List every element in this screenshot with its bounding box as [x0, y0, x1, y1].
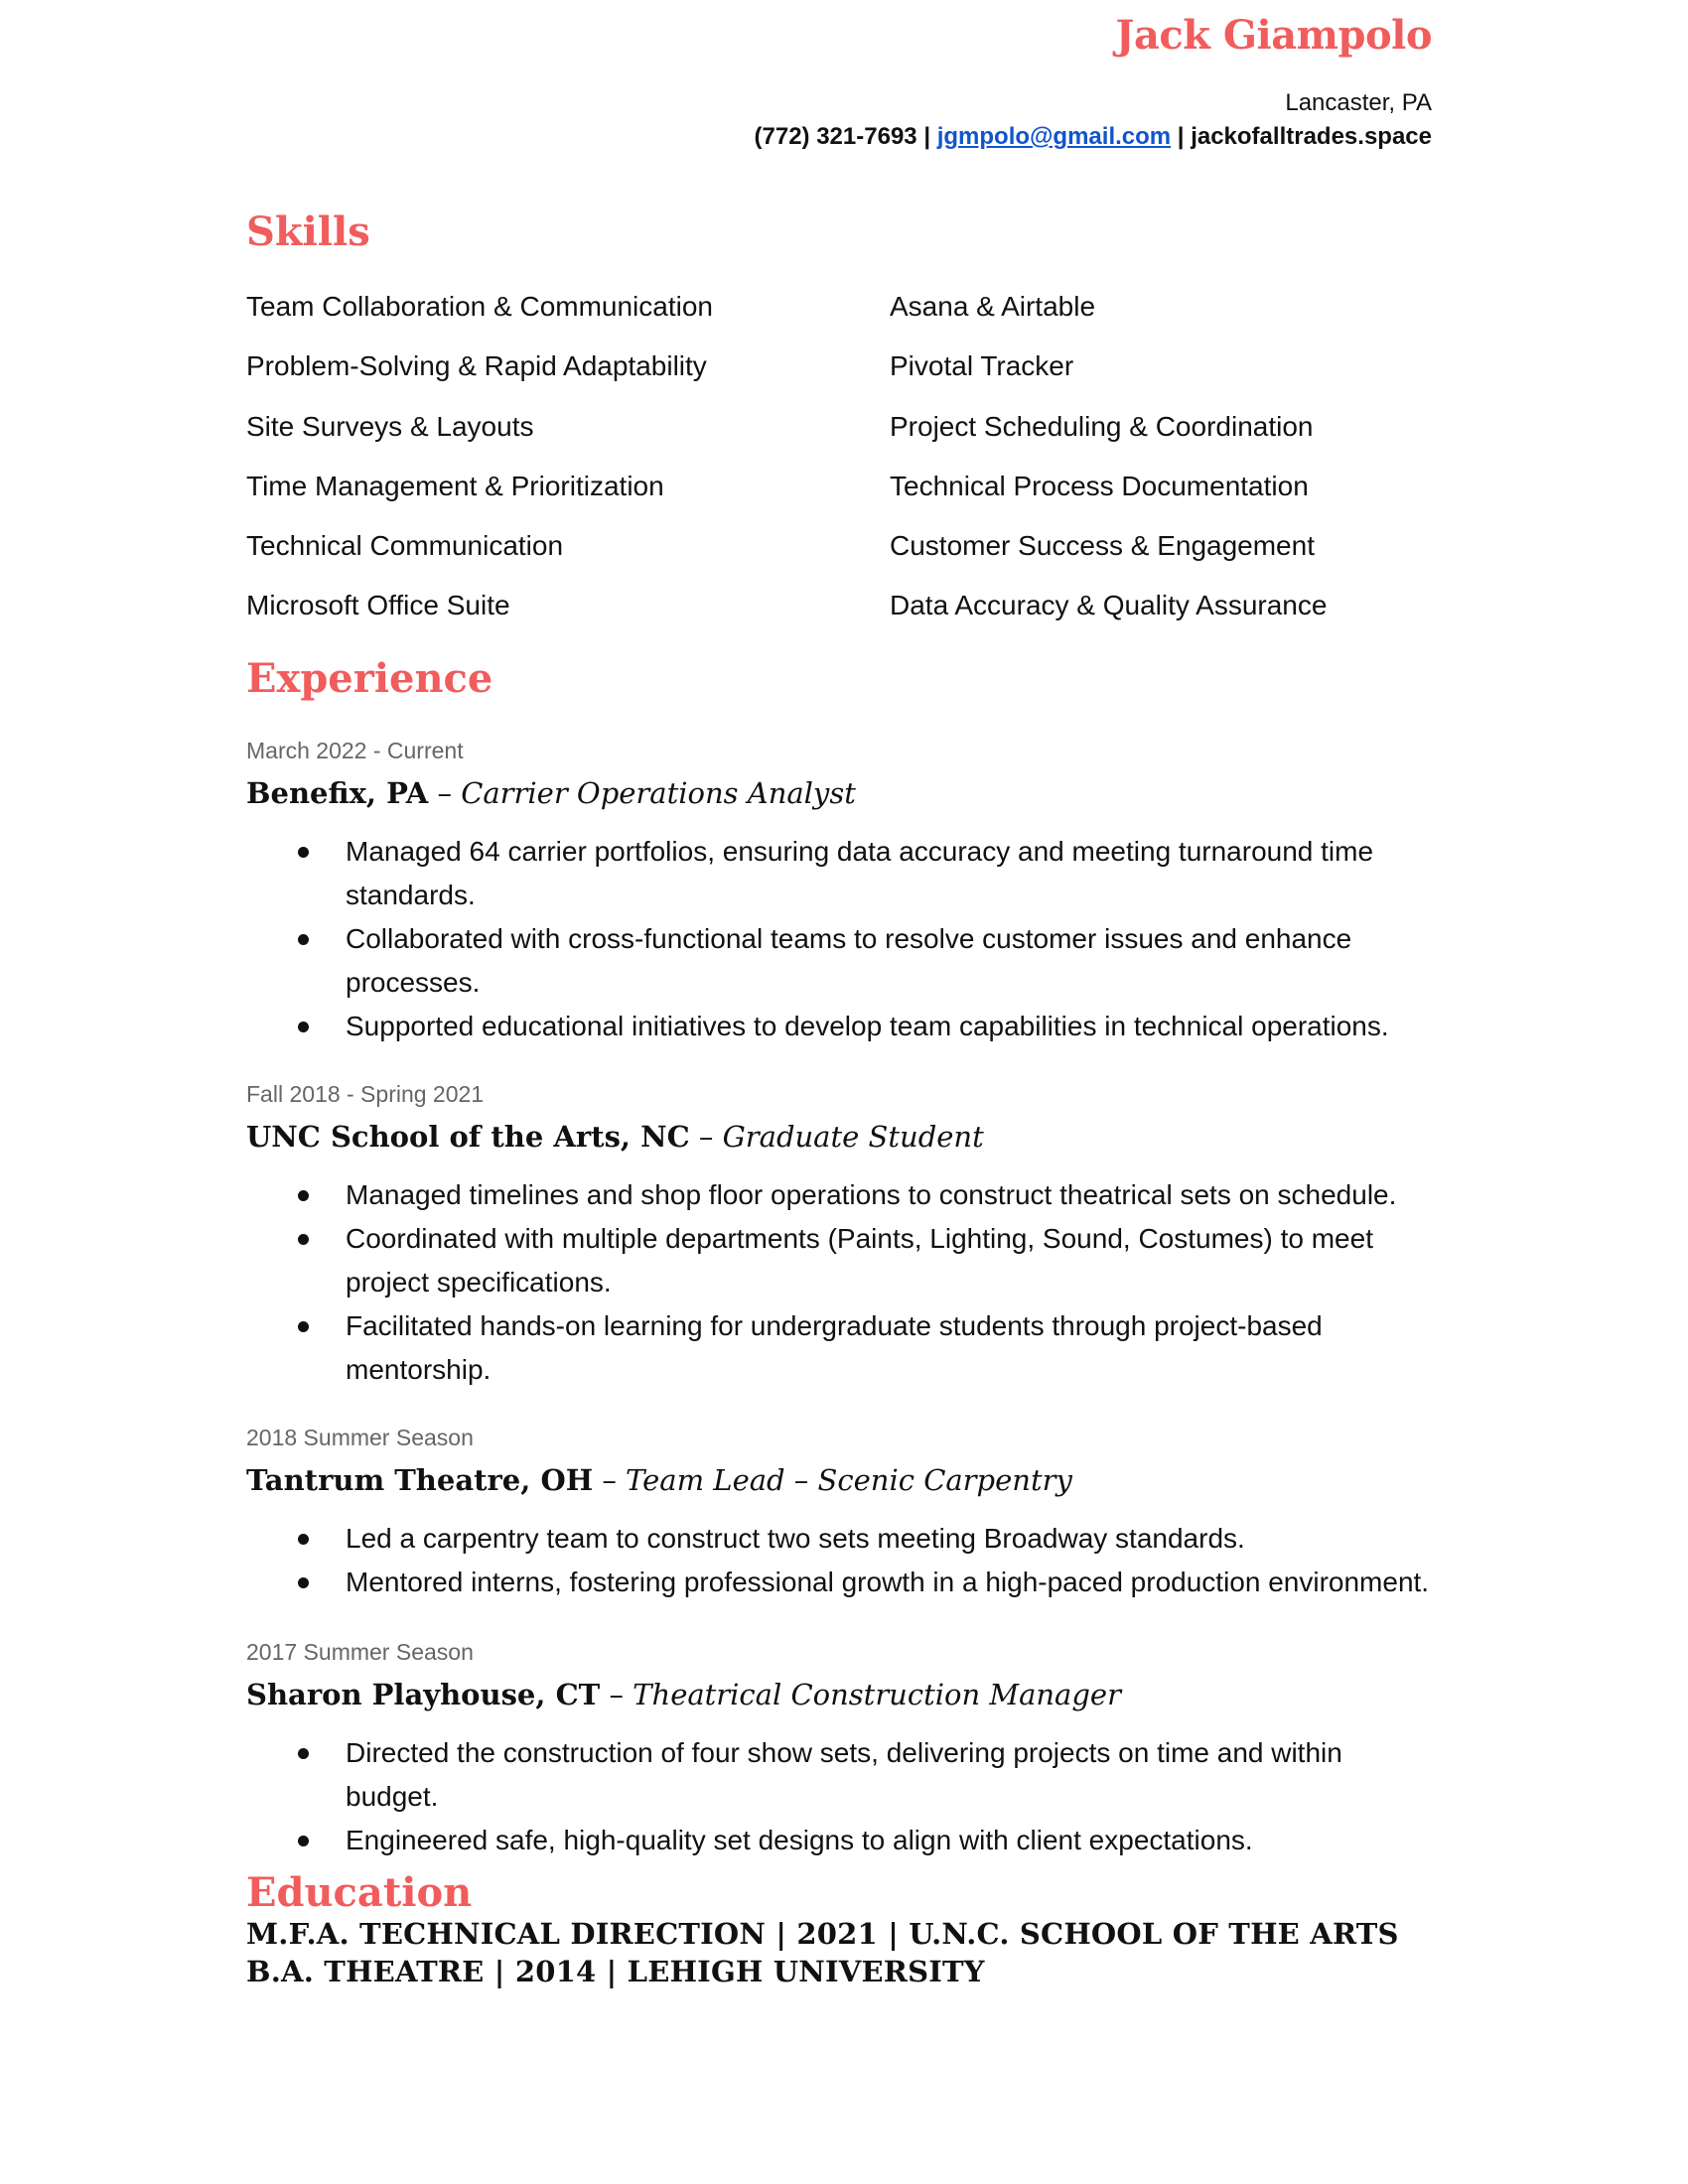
job-dash: –: [689, 1120, 723, 1154]
bullet-text: Led a carpentry team to construct two sets meeting Broadway standards.: [346, 1523, 1245, 1554]
experience-heading: Experience: [246, 655, 493, 702]
job-role: Graduate Student: [722, 1120, 984, 1154]
location: Lancaster, PA: [1285, 89, 1432, 116]
job-date: 2018 Summer Season: [246, 1425, 474, 1450]
bullet-dot-icon: [298, 847, 309, 858]
job-org: Sharon Playhouse, CT: [246, 1678, 601, 1711]
skills-grid: [246, 288, 1438, 647]
bullet-item: [246, 917, 1438, 1005]
job-date: March 2022 - Current: [246, 738, 464, 763]
job-entry: [246, 731, 1438, 1048]
job-title: [246, 1672, 1438, 1717]
job-title: [246, 1114, 1438, 1160]
bullet-item: [246, 1217, 1438, 1304]
bullet-item: [246, 1304, 1438, 1392]
bullet-dot-icon: [298, 934, 309, 945]
resume-name: Jack Giampolo: [1115, 12, 1432, 59]
bullet-text: Facilitated hands-on learning for undergraduate students through project-based mentorship.: [346, 1310, 1323, 1385]
job-date: Fall 2018 - Spring 2021: [246, 1081, 485, 1107]
job-entry: [246, 1632, 1438, 1862]
skill-item: Technical Process Documentation: [890, 470, 1309, 501]
job-org: Tantrum Theatre, OH: [246, 1463, 594, 1497]
job-org: UNC School of the Arts, NC: [246, 1120, 690, 1154]
skill-item: Customer Success & Engagement: [890, 530, 1315, 562]
bullet-text: Managed timelines and shop floor operations to construct theatrical sets on schedule.: [346, 1179, 1397, 1210]
bullet-item: [246, 830, 1438, 917]
bullet-dot-icon: [298, 1321, 309, 1332]
phone: (772) 321-7693: [754, 123, 917, 150]
job-role: Theatrical Construction Manager: [633, 1678, 1121, 1711]
job-title: [246, 1457, 1438, 1503]
job-dash: –: [593, 1463, 627, 1497]
job-dash: –: [600, 1678, 633, 1711]
bullet-text: Supported educational initiatives to develop team capabilities in technical operations.: [346, 1011, 1389, 1041]
bullet-item: [246, 1731, 1438, 1819]
education-entry: B.A. THEATRE | 2014 | LEHIGH UNIVERSITY: [246, 1955, 985, 1988]
skill-item: Data Accuracy & Quality Assurance: [890, 590, 1328, 621]
bullet-item: [246, 1173, 1438, 1217]
skill-item: Project Scheduling & Coordination: [890, 410, 1314, 442]
email-link[interactable]: jgmpolo@gmail.com: [936, 123, 1172, 150]
contact-line: [755, 123, 1432, 151]
job-bullets: [246, 1173, 1438, 1392]
skill-item: Asana & Airtable: [890, 291, 1096, 322]
bullet-item: [246, 1819, 1438, 1862]
education-entry: M.F.A. TECHNICAL DIRECTION | 2021 | U.N.C. SCHOOL OF THE ARTS: [246, 1917, 1399, 1951]
bullet-text: Managed 64 carrier portfolios, ensuring data accuracy and meeting turnaround time standards.: [346, 836, 1374, 910]
job-org: Benefix, PA: [246, 776, 429, 810]
skill-item: Team Collaboration & Communication: [246, 291, 713, 322]
job-entry: [246, 1074, 1438, 1392]
bullet-item: [246, 1005, 1438, 1048]
job-bullets: [246, 830, 1438, 1048]
job-role: Team Lead – Scenic Carpentry: [626, 1463, 1072, 1497]
job-dash: –: [428, 776, 462, 810]
job-title: [246, 770, 1438, 816]
skill-item: Time Management & Prioritization: [246, 470, 664, 501]
skill-item: Technical Communication: [246, 530, 564, 562]
bullet-text: Engineered safe, high-quality set designs to align with client expectations.: [346, 1825, 1253, 1855]
bullet-item: [246, 1561, 1438, 1604]
bullet-dot-icon: [298, 1748, 309, 1759]
bullet-dot-icon: [298, 1022, 309, 1032]
bullet-text: Mentored interns, fostering professional growth in a high-paced production environment.: [346, 1567, 1430, 1597]
job-date: 2017 Summer Season: [246, 1639, 474, 1665]
bullet-dot-icon: [298, 1836, 309, 1846]
separator: |: [923, 123, 931, 150]
bullet-text: Directed the construction of four show sets, delivering projects on time and within budget.: [346, 1737, 1342, 1812]
job-entry: [246, 1418, 1438, 1604]
bullet-text: Coordinated with multiple departments (Paints, Lighting, Sound, Costumes) to meet project specifications.: [346, 1223, 1373, 1297]
bullet-dot-icon: [298, 1190, 309, 1201]
bullet-item: [246, 1517, 1438, 1561]
skill-item: Pivotal Tracker: [890, 350, 1074, 382]
bullet-dot-icon: [298, 1577, 309, 1588]
bullet-text: Collaborated with cross-functional teams to resolve customer issues and enhance processes.: [346, 923, 1352, 998]
skill-item: Problem-Solving & Rapid Adaptability: [246, 350, 707, 382]
bullet-dot-icon: [298, 1234, 309, 1245]
skills-heading: Skills: [246, 208, 370, 255]
job-bullets: [246, 1517, 1438, 1604]
bullet-dot-icon: [298, 1534, 309, 1545]
skill-item: Microsoft Office Suite: [246, 590, 510, 621]
job-bullets: [246, 1731, 1438, 1862]
skill-item: Site Surveys & Layouts: [246, 410, 534, 442]
website: jackofalltrades.space: [1191, 123, 1432, 150]
education-heading: Education: [246, 1869, 473, 1916]
job-role: Carrier Operations Analyst: [461, 776, 856, 810]
separator: |: [1177, 123, 1185, 150]
